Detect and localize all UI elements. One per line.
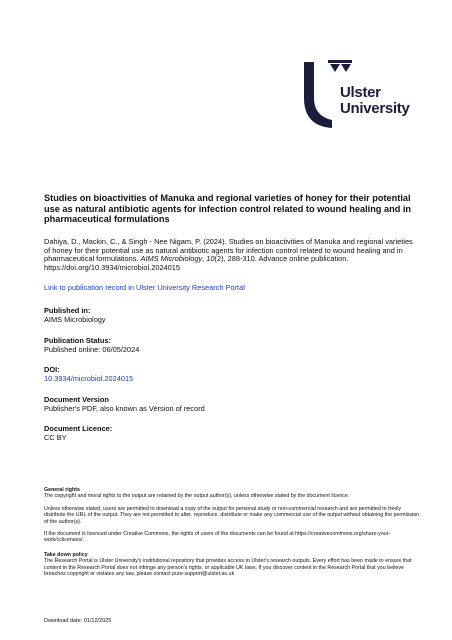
- document-version-value: Publisher's PDF, also known as Version of record: [44, 403, 205, 413]
- document-title: Studies on bioactivities of Manuka and regional varieties of honey for their potential use as natural antibiotic agents for infection control related to wound healing and in pharmaceutical formulations: [44, 193, 412, 225]
- published-in-value: AIMS Microbiology: [44, 314, 106, 324]
- publication-status-label: Publication Status:: [44, 336, 111, 345]
- publication-status-value: Published online: 06/05/2024: [44, 344, 140, 354]
- download-date: Download date: 01/12/2025: [44, 618, 112, 624]
- general-rights-heading: General rights: [44, 487, 80, 493]
- general-rights-p3: If the document is licenced under Creative Commons, the rights of users of the documents can be found at https://creativecommons.org/share-your-work/cclicenses/.: [44, 531, 391, 544]
- publication-status-field: [44, 337, 424, 354]
- research-portal-link[interactable]: Link to publication record in Ulster University Research Portal: [44, 283, 245, 292]
- citation: Dahiya, D., Mackin, C., & Singh - Nee Nigam, P. (2024). Studies on bioactivities of Manuka and regional varieties of honey for their potential use as natural antibiotic agents for infection control related to wound healing and in pharmaceutical formulations. AIMS Microbiology, 10(2), 288-310. Advance online publication. https://doi.org/10.3934/microbiol.2024015: [44, 237, 413, 272]
- citation-journal: AIMS Microbiology: [140, 254, 203, 264]
- take-down-text: The Research Portal is Ulster University's institutional repository that provides access to Ulster's research outputs. Every effort has been made to ensure that content in the Research Portal does not infringe any person's rights, or applicable UK laws. If you discover content in the Research Portal that you believe breaches copyright or violates any law, please contact pure-support@ulster.ac.uk: [44, 558, 412, 577]
- logo-wordmark-line1: Ulster: [340, 84, 381, 101]
- document-licence-value: CC BY: [44, 432, 67, 442]
- published-in-label: Published in:: [44, 306, 91, 315]
- citation-issue-pages: (2), 288-310. Advance online publication.: [214, 254, 349, 264]
- citation-volume: 10: [206, 254, 215, 264]
- doi-link[interactable]: 10.3934/microbiol.2024015: [44, 373, 134, 383]
- citation-doi-url: https://doi.org/10.3934/microbiol.2024015: [44, 262, 180, 272]
- document-licence-label: Document Licence:: [44, 424, 113, 433]
- logo-wordmark-line2: University: [340, 100, 410, 117]
- citation-text: Dahiya, D., Mackin, C., & Singh - Nee Nigam, P. (2024). Studies on bioactivities of Manuka and regional varieties of honey for their potential use as natural antibiotic agents for infection control related to wound healing and in pharmaceutical formulations.: [44, 237, 413, 264]
- take-down-section: [44, 552, 420, 577]
- ulster-university-logo: [298, 58, 416, 130]
- general-rights-p2: Unless otherwise stated, users are permitted to download a copy of the output for personal study or non-commercial research and are permitted to freely distribute the URL of the output. They are not permitted to alter, reproduce, distribute or make any commercial use of the output without obtaining the permission of the author(s).: [44, 506, 420, 525]
- general-rights-p1: The copyright and moral rights to the output are retained by the output author(s), unless otherwise stated by the document licence.: [44, 493, 350, 500]
- take-down-heading: Take down policy: [44, 552, 88, 558]
- document-licence-field: [44, 425, 424, 442]
- document-version-label: Document Version: [44, 395, 109, 404]
- published-in-field: [44, 307, 424, 324]
- document-version-field: [44, 396, 424, 413]
- doi-label: DOI:: [44, 365, 60, 374]
- doi-field: [44, 366, 424, 383]
- general-rights-section: [44, 487, 420, 500]
